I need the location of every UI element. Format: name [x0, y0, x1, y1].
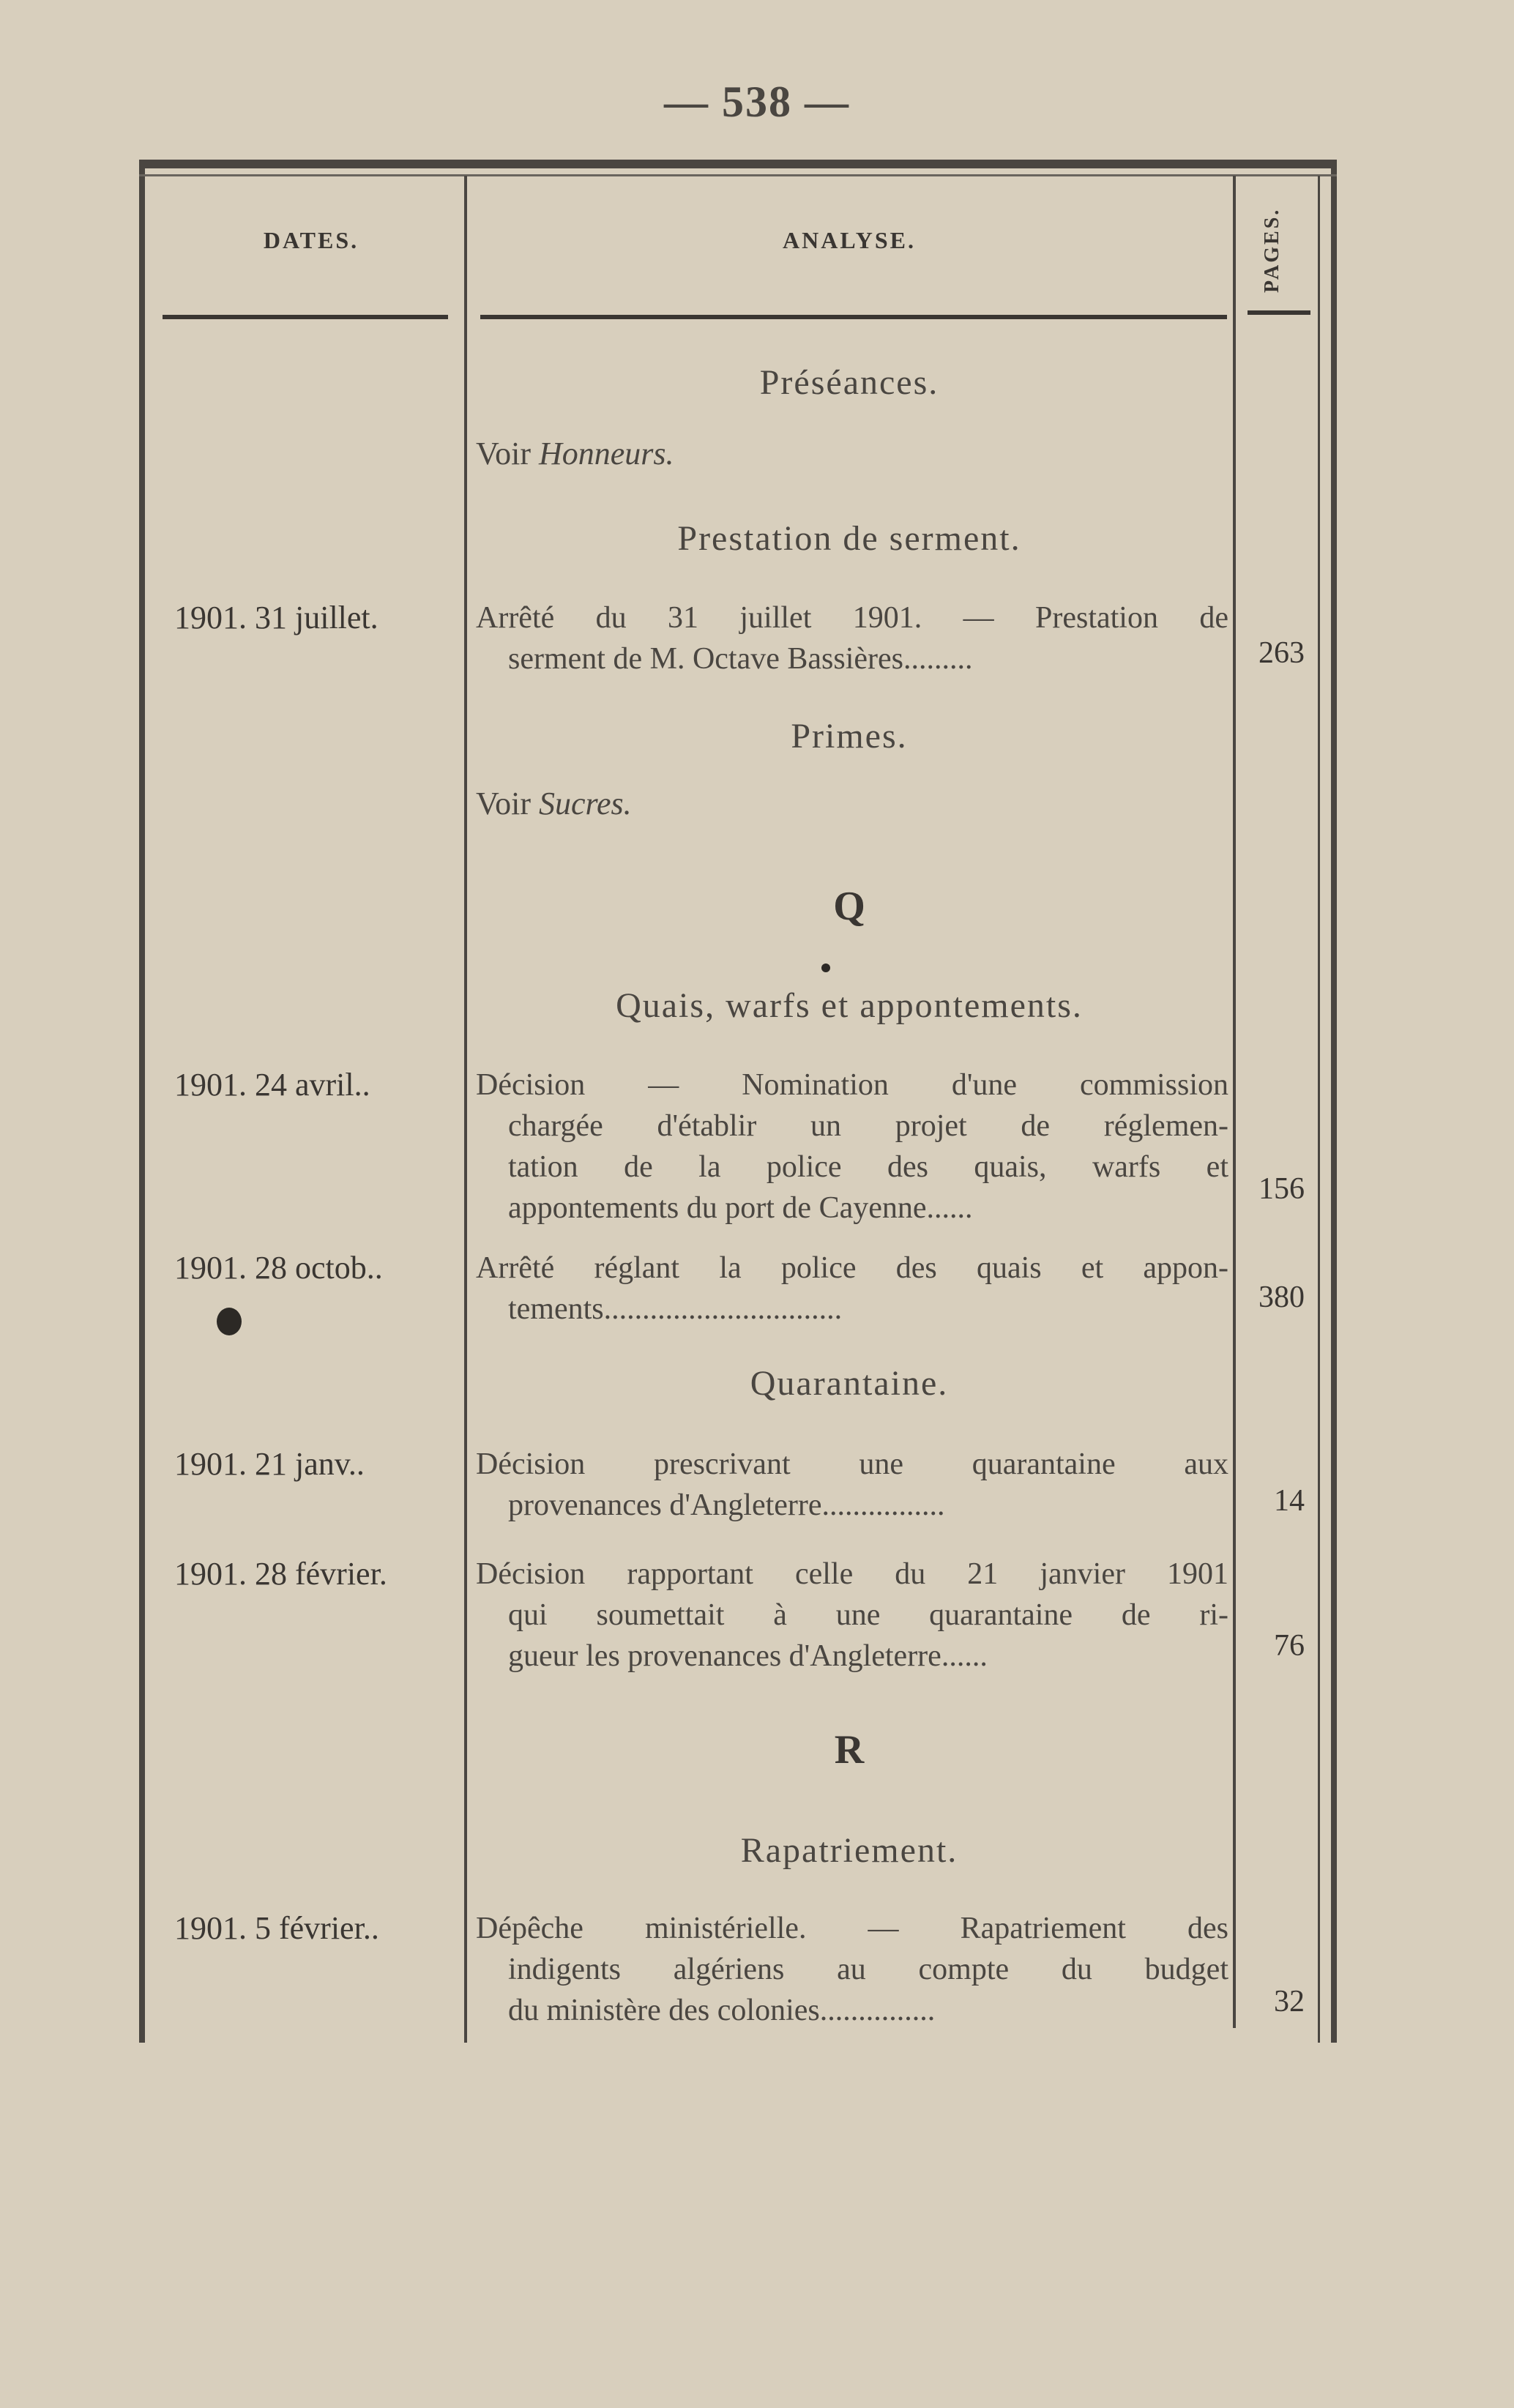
pages-header-rule: [1248, 310, 1310, 315]
entry-line: Arrêté du 31 juillet 1901. — Prestation de: [476, 601, 1228, 635]
voir-ref: Sucres.: [538, 786, 632, 821]
voir-preseances: [476, 435, 674, 472]
outer-right-rule: [1331, 160, 1337, 2043]
entry-line: tation de la police des quais, warfs et: [508, 1150, 1228, 1184]
section-title-primes: Primes.: [791, 717, 908, 756]
entry-text: [476, 1554, 1228, 1677]
entry-line: serment de M. Octave Bassières.........: [508, 642, 973, 676]
analyse-header-rule: [480, 315, 1227, 319]
analyse-column-rule: [1233, 176, 1236, 2028]
voir-label: Voir: [476, 786, 531, 821]
section-title-quais: Quais, warfs et appontements.: [616, 986, 1083, 1025]
section-title-prestation: Prestation de serment.: [677, 519, 1021, 558]
entry-line: indigents algériens au compte du budget: [508, 1953, 1228, 1986]
entry-line: du ministère des colonies...............: [508, 1994, 936, 2027]
letter-heading-r: R: [834, 1727, 865, 1773]
entry-date: 1901. 28 octob..: [174, 1250, 383, 1286]
entry-date: 1901. 28 février.: [174, 1556, 387, 1592]
dates-header-rule: [163, 315, 448, 319]
entry-text: [476, 1908, 1228, 2031]
entry-line: provenances d'Angleterre................: [508, 1488, 945, 1522]
entry-text: [476, 1248, 1228, 1330]
pages-column-rule: [1318, 176, 1320, 2043]
entry-date: 1901. 5 février..: [174, 1910, 379, 1946]
outer-left-rule: [139, 160, 145, 2043]
entry-date: 1901. 24 avril..: [174, 1067, 370, 1103]
pages-header: PAGES.: [1261, 207, 1283, 293]
page-ref: 14: [1274, 1484, 1305, 1518]
voir-label: Voir: [476, 436, 531, 471]
page-number: — 538 —: [664, 78, 850, 126]
page-ref: 263: [1258, 636, 1305, 670]
entry-line: Dépêche ministérielle. — Rapatriement des: [476, 1912, 1228, 1945]
entry-line: Décision rapportant celle du 21 janvier 1901: [476, 1557, 1228, 1591]
ink-blot-mark: [217, 1308, 242, 1335]
entry-date: 1901. 31 juillet.: [174, 600, 378, 635]
top-rule-thin: [139, 174, 1337, 176]
entry-line: tements...............................: [508, 1292, 843, 1326]
page-ref: 76: [1274, 1629, 1305, 1663]
section-title-quarantaine: Quarantaine.: [750, 1364, 949, 1403]
entry-text: [476, 1444, 1228, 1526]
entry-line: appontements du port de Cayenne......: [508, 1191, 973, 1225]
entry-line: Arrêté réglant la police des quais et appon-: [476, 1251, 1228, 1285]
page-ref: 380: [1258, 1281, 1305, 1314]
entry-line: Décision prescrivant une quarantaine aux: [476, 1447, 1228, 1481]
page-ref: 32: [1274, 1985, 1305, 2019]
entry-text: [476, 597, 1228, 679]
entry-date: 1901. 21 janv..: [174, 1446, 365, 1482]
section-title-rapatriement: Rapatriement.: [740, 1831, 958, 1870]
entry-line: qui soumettait à une quarantaine de ri-: [508, 1598, 1228, 1632]
entry-line: Décision — Nomination d'une commission: [476, 1068, 1228, 1102]
bullet-mark: [821, 963, 830, 972]
dates-column-rule: [464, 176, 467, 2043]
entry-text: [476, 1065, 1228, 1229]
page-ref: 156: [1258, 1172, 1305, 1206]
letter-heading-q: Q: [833, 884, 865, 929]
entry-line: chargée d'établir un projet de réglemen-: [508, 1109, 1228, 1143]
voir-ref: Honneurs.: [538, 436, 674, 471]
analyse-header: ANALYSE.: [783, 227, 916, 253]
top-rule: [139, 160, 1337, 168]
section-title-preseances: Préséances.: [759, 363, 939, 402]
entry-line: gueur les provenances d'Angleterre......: [508, 1639, 988, 1673]
dates-header: DATES.: [263, 227, 359, 253]
voir-primes: [476, 785, 632, 822]
